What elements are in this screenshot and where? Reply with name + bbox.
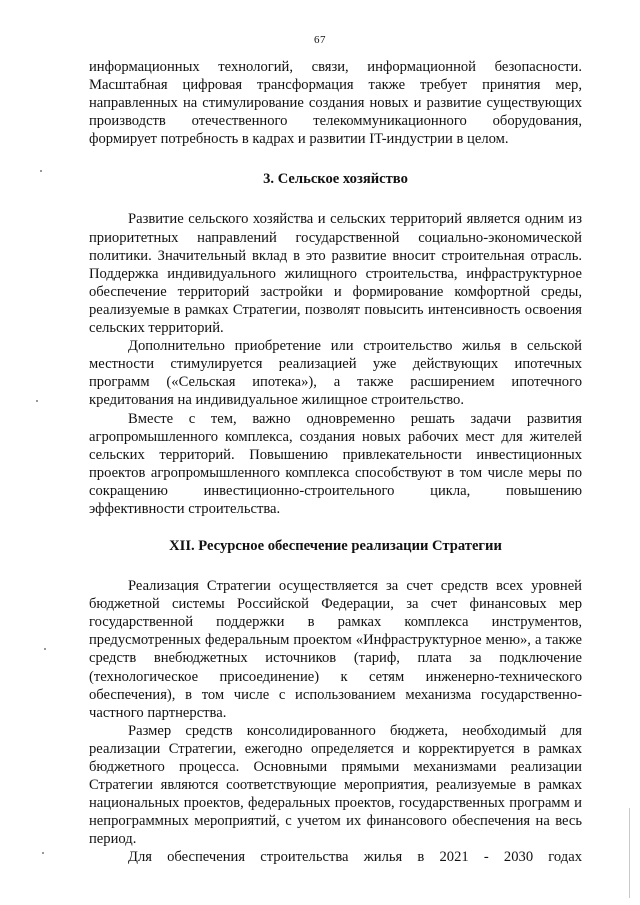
scan-speck [42,852,44,854]
agriculture-paragraph-2: Дополнительно приобретение или строительство жилья в сельской местности стимулируется реализацией уже действующих ипотечных программ («Сельская ипотека»), а также расширением ипотечного кредитования на индивидуальное жилищное строительство. [89,338,582,409]
resources-paragraph-2: Размер средств консолидированного бюджета, необходимый для реализации Стратегии, ежегодно определяется и корректируется в рамках бюджетного процесса. Основными прямыми механизмами реализации Стратегии являются соответствующие мероприятия, реализуемые в рамках национальных проектов, федеральных проектов, государственных программ и непрограммных мероприятий, с учетом их финансового обеспечения на весь период. [89,722,582,848]
scan-speck [44,648,46,650]
section-heading-resources: XII. Ресурсное обеспечение реализации Стратегии [169,538,502,555]
section-heading-agriculture: 3. Сельское хозяйство [263,171,408,188]
page-number: 67 [314,34,326,46]
resources-paragraph-3: Для обеспечения строительства жилья в 2021 - 2030 годах [128,849,582,866]
intro-paragraph: информационных технологий, связи, информационной безопасности. Масштабная цифровая трансформация также требует принятия мер, направленных на стимулирование создания новых и развитие существующих производств отечественного телекоммуникационного оборудования, формирует потребность в кадрах и развитии IT-индустрии в целом. [89,59,582,148]
resources-paragraph-1: Реализация Стратегии осуществляется за счет средств всех уровней бюджетной системы Российской Федерации, за счет финансовых мер государственной поддержки в рамках комплекса инструментов, предусмотренных федеральным проектом «Инфраструктурное меню», а также средств внебюджетных источников (тариф, плата за подключение (технологическое присоединение) к сетям инженерно-технического обеспечения), в том числе с использованием механизма государственно-частного партнерства. [89,578,582,721]
agriculture-paragraph-3: Вместе с тем, важно одновременно решать задачи развития агропромышленного комплекса, создания новых рабочих мест для жителей сельских территорий. Повышению привлекательности инвестиционных проектов агропромышленного комплекса способствуют в том числе меры по сокращению инвестиционно-строительного цикла, повышению эффективности строительства. [89,410,582,517]
scan-speck [40,170,42,172]
scan-speck [36,400,38,402]
scan-edge-line [629,808,630,898]
agriculture-paragraph-1: Развитие сельского хозяйства и сельских территорий является одним из приоритетных направлений государственной социально-экономической политики. Значительный вклад в это развитие вносит строительная отрасль. Поддержка индивидуального жилищного строительства, инфраструктурное обеспечение территорий застройки и формирование комфортной среды, реализуемые в рамках Стратегии, позволят повысить интенсивность освоения сельских территорий. [89,211,582,337]
page-content [89,58,582,867]
